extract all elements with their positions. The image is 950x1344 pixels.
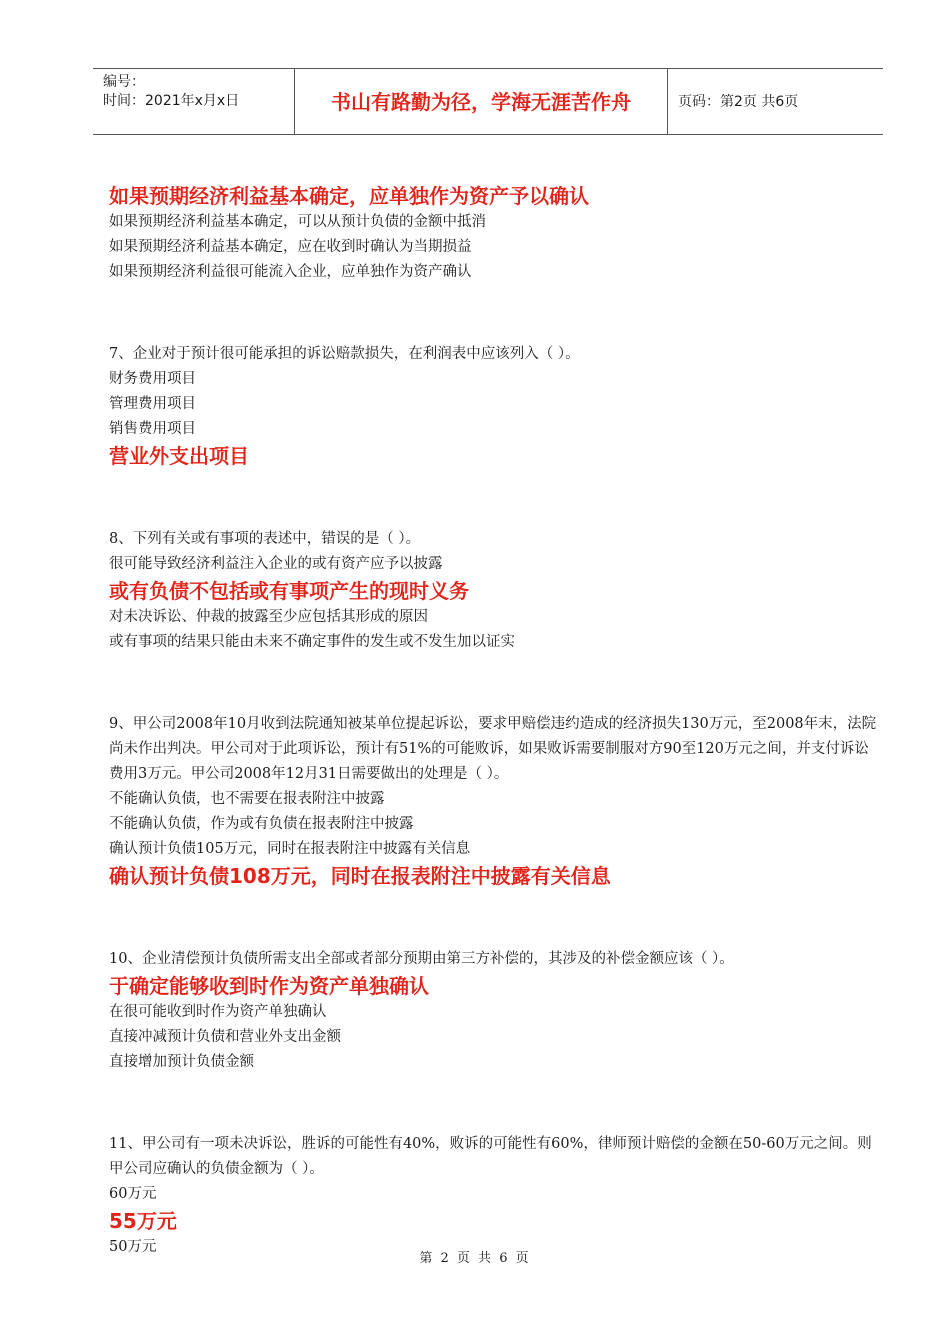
page-footer: 第 2 页 共 6 页: [419, 1251, 531, 1266]
text-line: 财务费用项目: [109, 371, 196, 387]
spacer: [109, 671, 879, 696]
question-text: 9、甲公司2008年10月收到法院通知被某单位提起诉讼，要求甲赔偿违约造成的经济损失130万元，至2008年末，法院尚未作出判决。甲公司对于此项诉讼，预计有51%的可能败诉，如果败诉需要制服对方90至120万元之间，并支付诉讼费用3万元。甲公司2008年12月31日需要做出的处理是（ ）。: [109, 716, 877, 782]
answer-text: 确认预计负债108万元，同时在报表附注中披露有关信息: [109, 864, 611, 888]
header-page-label: 页码：第2页 共6页: [678, 94, 799, 110]
time-label: 时间：2021年x月x日: [103, 93, 240, 109]
text-line: 不能确认负债，也不需要在报表附注中披露: [109, 791, 385, 807]
text-line: 8、下列有关或有事项的表述中，错误的是（ ）。: [109, 531, 421, 547]
spacer: [109, 906, 879, 931]
text-line: 直接增加预计负债金额: [109, 1054, 254, 1070]
spacer: [109, 1091, 879, 1116]
page-header: [93, 68, 883, 135]
document-body: [109, 182, 879, 1260]
serial-label: 编号：: [103, 74, 145, 90]
text-line: 7、企业对于预计很可能承担的诉讼赔款损失，在利润表中应该列入（ ）。: [109, 346, 580, 362]
spacer: [109, 301, 879, 326]
text-line: 直接冲减预计负债和营业外支出金额: [109, 1029, 341, 1045]
header-motto: 书山有路勤为径，学海无涯苦作舟: [295, 69, 668, 134]
spacer: [109, 486, 879, 511]
text-line: 如果预期经济利益基本确定，可以从预计负债的金额中抵消: [109, 214, 486, 230]
text-line: 50万元: [109, 1239, 157, 1255]
text-line: 确认预计负债105万元，同时在报表附注中披露有关信息: [109, 841, 471, 857]
text-line: 如果预期经济利益很可能流入企业，应单独作为资产确认: [109, 264, 472, 280]
text-line: 在很可能收到时作为资产单独确认: [109, 1004, 327, 1020]
header-meta: [93, 69, 295, 134]
text-line: 如果预期经济利益基本确定，应在收到时确认为当期损益: [109, 239, 472, 255]
text-line: 10、企业清偿预计负债所需支出全部或者部分预期由第三方补偿的，其涉及的补偿金额应该（ ）。: [109, 951, 734, 967]
text-line: 管理费用项目: [109, 396, 196, 412]
text-line: 60万元: [109, 1186, 157, 1202]
text-line: 或有事项的结果只能由未来不确定事件的发生或不发生加以证实: [109, 634, 515, 650]
text-line: 很可能导致经济利益注入企业的或有资产应予以披露: [109, 556, 443, 572]
answer-text: 或有负债不包括或有事项产生的现时义务: [109, 579, 469, 603]
answer-text: 于确定能够收到时作为资产单独确认: [109, 974, 429, 998]
text-line: 不能确认负债，作为或有负债在报表附注中披露: [109, 816, 414, 832]
answer-text: 55万元: [109, 1209, 177, 1233]
text-line: 销售费用项目: [109, 421, 196, 437]
answer-text: 营业外支出项目: [109, 444, 249, 468]
question-text: 11、甲公司有一项未决诉讼，胜诉的可能性有40%，败诉的可能性有60%，律师预计赔偿的金额在50-60万元之间。则甲公司应确认的负债金额为（ ）。: [109, 1136, 872, 1177]
text-line: 对未决诉讼、仲裁的披露至少应包括其形成的原因: [109, 609, 428, 625]
answer-text: 如果预期经济利益基本确定，应单独作为资产予以确认: [109, 184, 589, 208]
